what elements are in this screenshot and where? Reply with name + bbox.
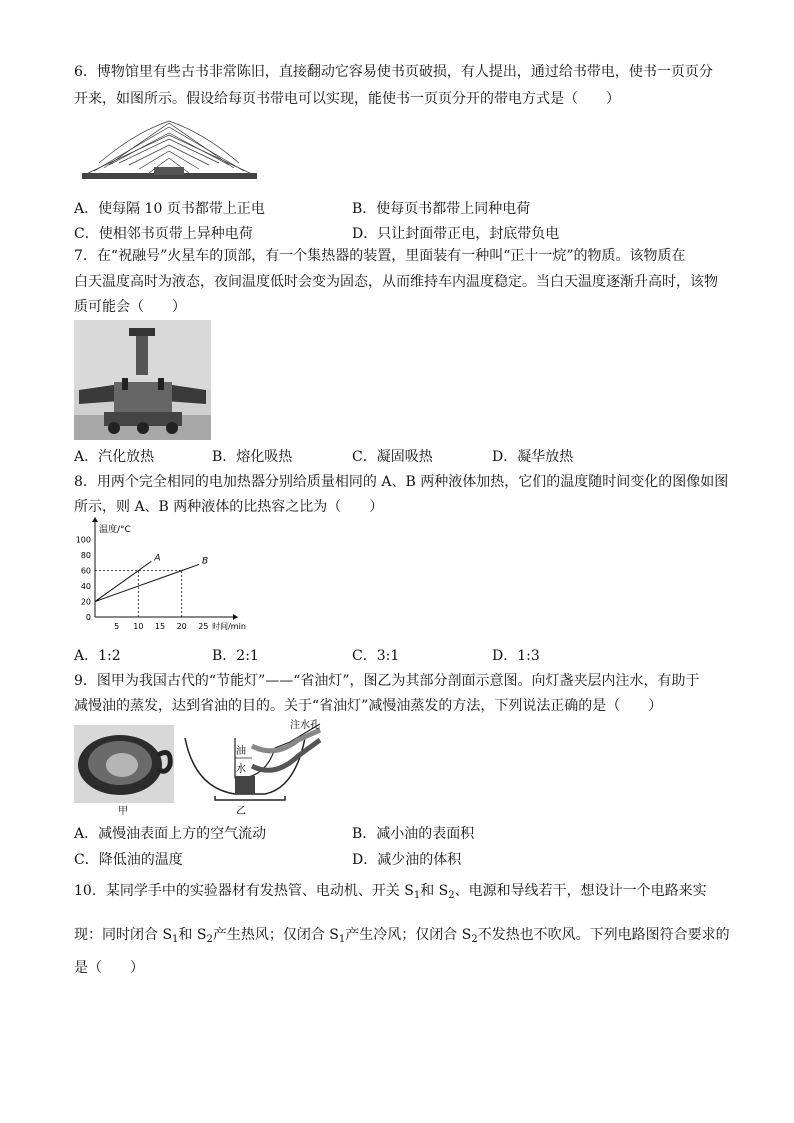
series-label-b: B [202,556,209,567]
mars-rover-image [74,320,211,440]
fig-label-jia: 甲 [118,806,128,817]
y-tick-label: 40 [80,582,91,592]
q10-line-1-part-c: 、电源和导线若干，想设计一个电路来实 [454,883,707,899]
x-tick-label: 5 [114,622,120,631]
series-line-b [95,564,199,601]
subscript-1: 1 [338,934,346,945]
oil-label: 油 [236,746,246,757]
q6-option-b: B．使每页书都带上同种电荷 [352,201,531,217]
y-tick-label: 80 [80,551,91,561]
q9-option-c: C．降低油的温度 [74,852,183,868]
q7-option-d: D．凝华放热 [492,449,574,465]
q7-line-2: 白天温度高时为液态，夜间温度低时会变为固态，从而维持车内温度稳定。当白天温度逐渐升高时，该物 [74,274,718,290]
x-tick-label: 10 [133,622,144,631]
oil-lamp-photo [74,725,174,803]
x-axis-label: 时间/min [212,622,246,631]
q10-line-1 [74,881,707,906]
x-tick-label: 25 [198,622,209,631]
q7-line-1: 7．在“祝融号”火星车的顶部，有一个集热器的装置，里面装有一种叫“正十一烷”的物质。该物质在 [74,248,686,264]
q9-line-2: 减慢油的蒸发，达到省油的目的。关于“省油灯”减慢油蒸发的方法，下列说法正确的是（ ） [74,698,663,714]
q7-line-3: 质可能会（ ） [74,299,186,315]
q10-line-3: 是（ ） [74,960,144,976]
q7-option-a: A．汽化放热 [74,449,155,465]
series-label-a: A [154,553,161,564]
q9-option-a: A．减慢油表面上方的空气流动 [74,826,267,842]
q9-option-d: D．减少油的体积 [352,852,462,868]
x-tick-label: 20 [176,622,187,631]
q8-option-b: B．2:1 [212,648,259,664]
q8-option-d: D．1:3 [492,648,540,664]
q8-line-1: 8．用两个完全相同的电加热器分别给质量相同的 A、B 两种液体加热，它们的温度随时间变化的图像如图 [74,474,729,490]
fig-label-yi: 乙 [236,806,246,817]
q6-line-1: 6．博物馆里有些古书非常陈旧，直接翻动它容易使书页破损，有人提出，通过给书带电，使书一页页分 [74,64,713,80]
y-axis-arrow [92,517,98,522]
subscript-2: 2 [471,934,478,945]
y-tick-label: 100 [75,535,91,545]
oil-lamp-cross-section [180,718,335,803]
q6-line-2: 开来，如图所示。假设给每页书带电可以实现，能使书一页页分开的带电方式是（ ） [74,91,620,107]
q8-option-a: A．1:2 [74,648,121,664]
subscript-2: 2 [206,934,213,945]
q6-option-a: A．使每隔 10 页书都带上正电 [74,201,265,217]
temperature-time-chart [70,520,246,645]
q10-line-1-part-a: 10．某同学手中的实验器材有发热管、电动机、开关 S [74,883,414,899]
q9-option-b: B．减小油的表面积 [352,826,475,842]
y-tick-label: 60 [80,566,91,576]
subscript-1: 1 [172,934,179,945]
q10-line-2-part-b: 和 S [178,927,207,943]
q10-line-1-part-b: 和 S [420,883,449,899]
y-tick-label: 20 [80,597,91,607]
q7-option-b: B．熔化吸热 [212,449,293,465]
q8-option-c: C．3:1 [352,648,400,664]
q6-option-d: D．只让封面带正电，封底带负电 [352,226,560,242]
subscript-2: 2 [448,890,455,901]
x-tick-label: 15 [154,622,166,631]
y-axis-label: 温度/°C [99,525,131,535]
q10-line-2-part-c: 产生热风；仅闭合 S [212,927,339,943]
book-pages-image [74,113,264,188]
y-tick-label: 0 [85,613,91,622]
subscript-1: 1 [413,890,421,901]
q10-line-2-part-a: 现：同时闭合 S [74,927,173,943]
x-axis-arrow [233,614,238,620]
q10-line-2-part-d: 产生冷风；仅闭合 S [345,927,472,943]
q6-option-c: C．使相邻书页带上异种电荷 [74,226,253,242]
series-line-a [95,561,151,601]
water-hole-label: 注水孔 [290,720,320,731]
water-label: 水 [236,764,246,775]
q8-line-2: 所示，则 A、B 两种液体的比热容之比为（ ） [74,499,384,515]
q7-option-c: C．凝固吸热 [352,449,433,465]
q10-line-2 [74,925,730,950]
q9-line-1: 9．图甲为我国古代的“节能灯”——“省油灯”，图乙为其部分剖面示意图。向灯盏夹层内注水，有助于 [74,673,700,689]
q10-line-2-part-e: 不发热也不吹风。下列电路图符合要求的 [477,927,730,943]
